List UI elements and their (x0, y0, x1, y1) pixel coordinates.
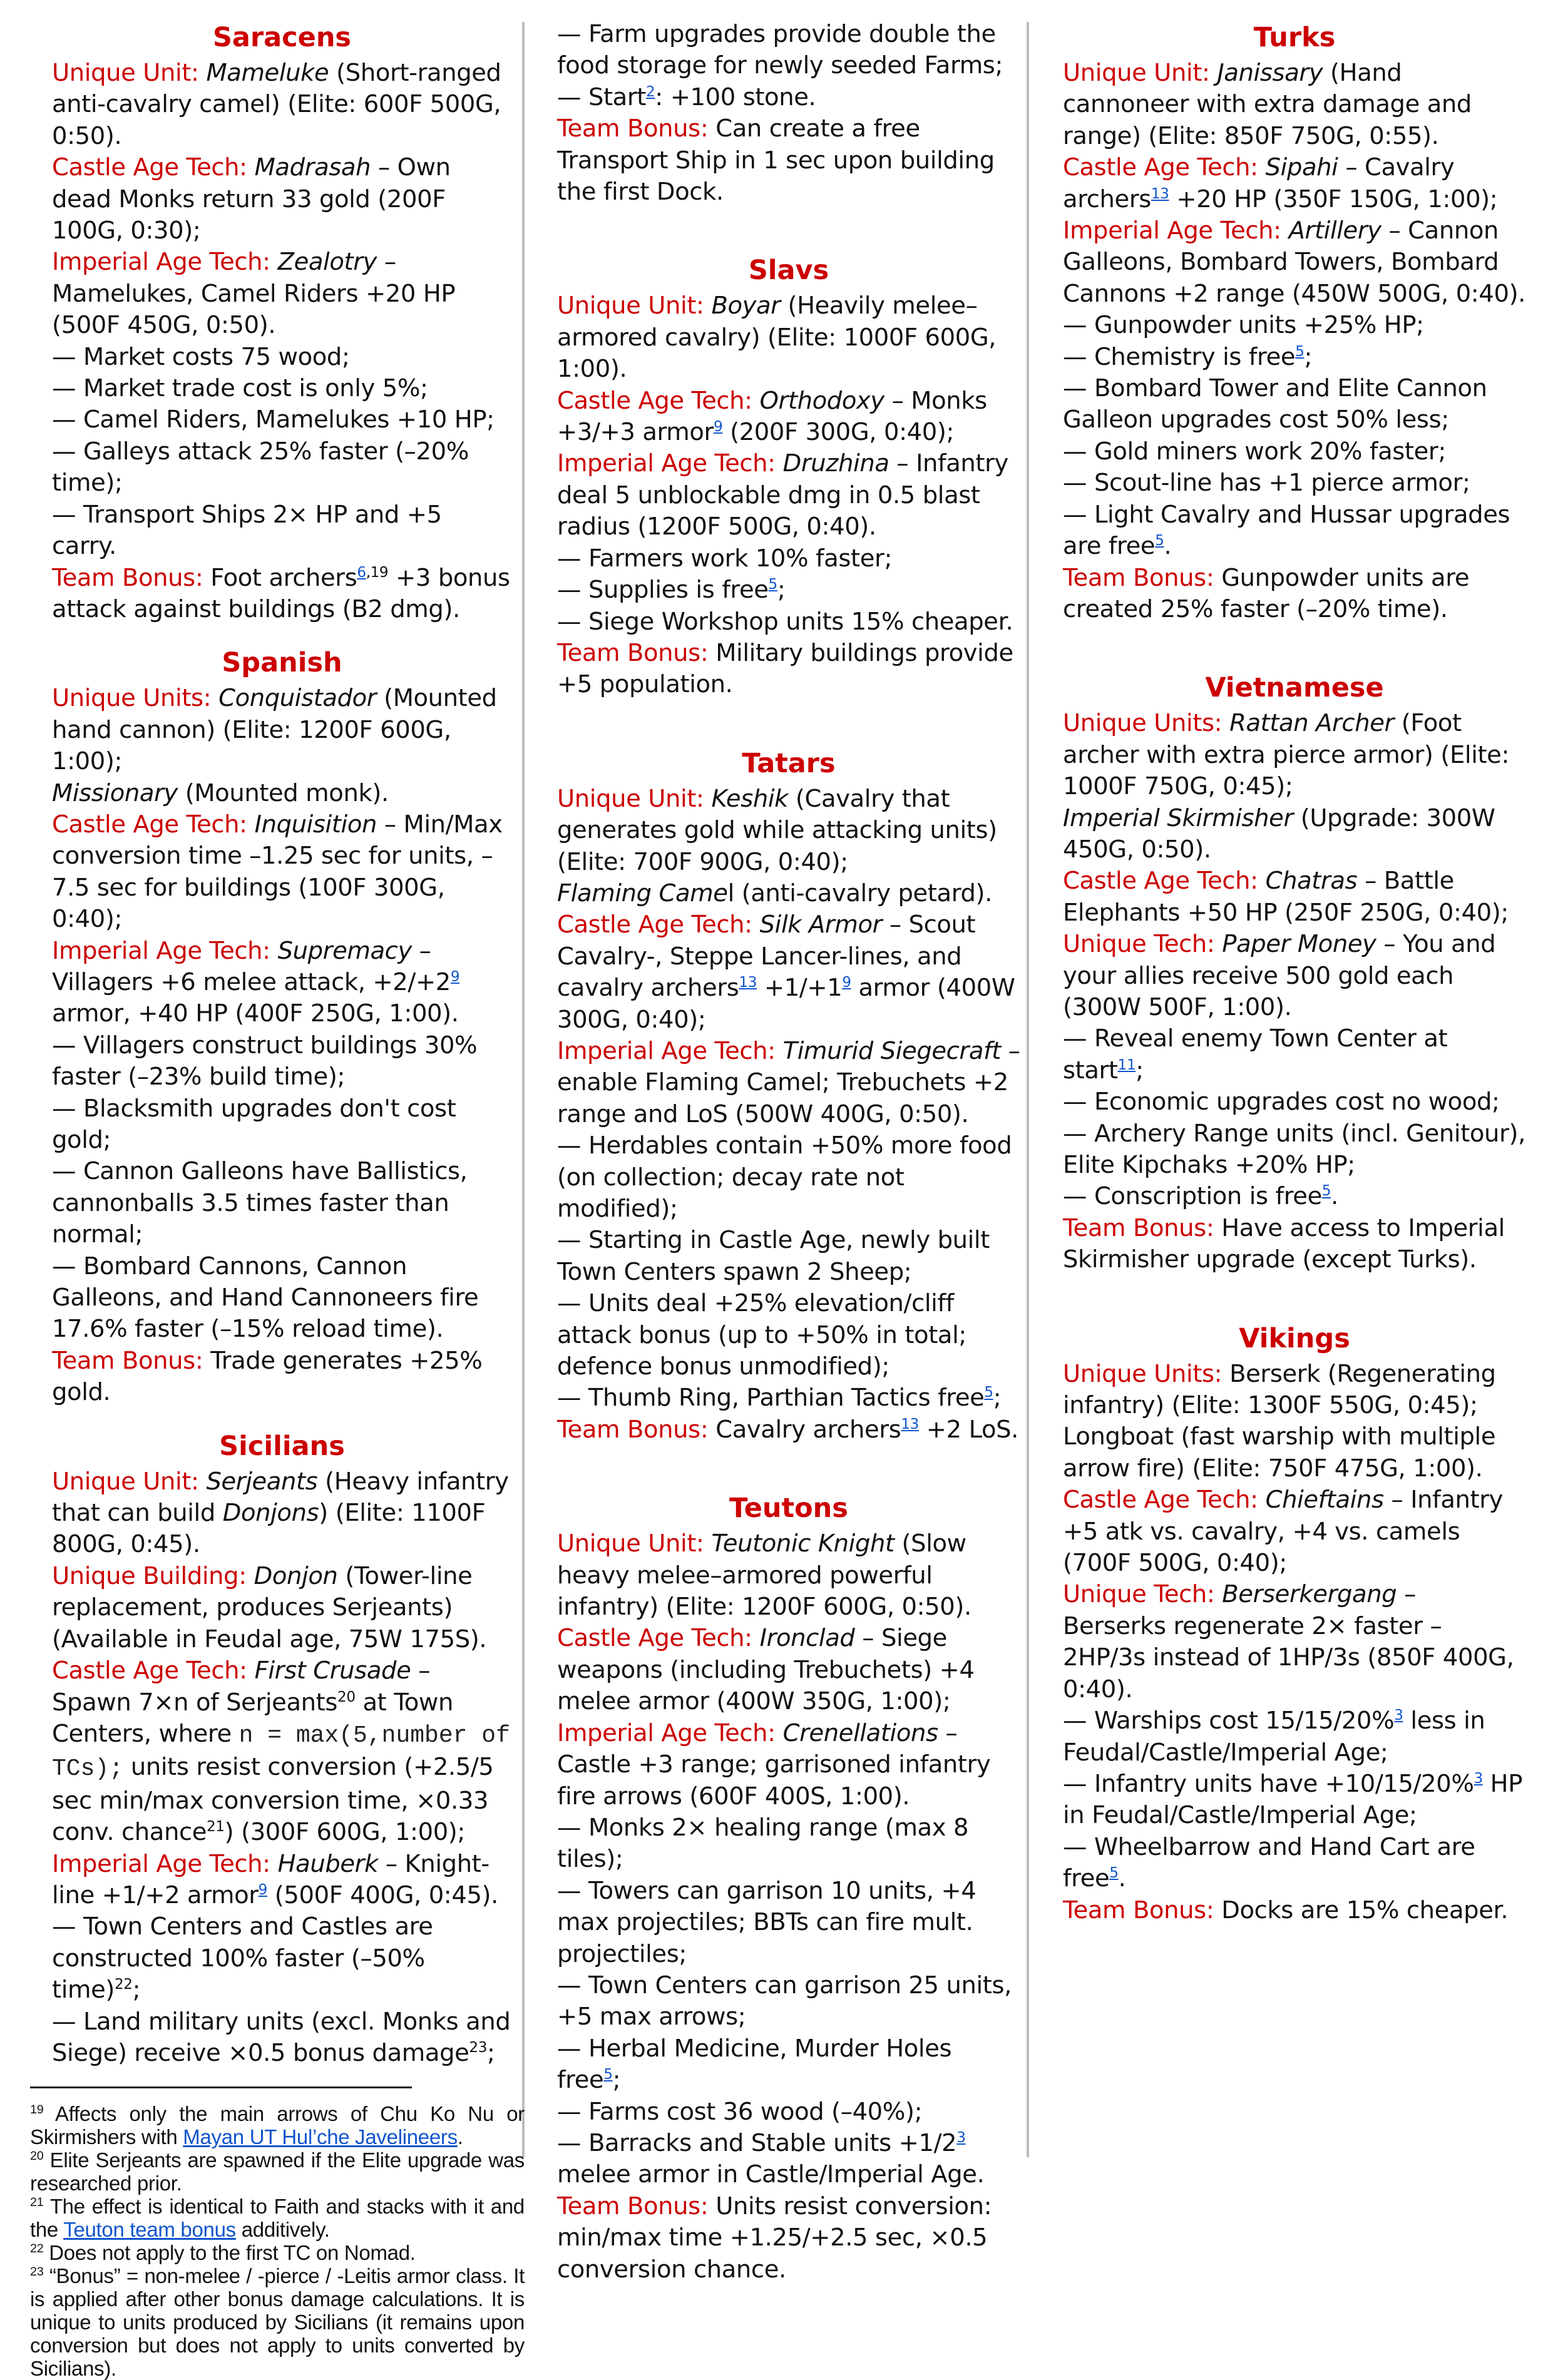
unit-name: Imperial Skirmisher (1063, 804, 1293, 832)
footnote-link[interactable]: Teuton team bonus (63, 2218, 236, 2242)
desc: — Light Cavalry and Hussar upgrades are free (1063, 500, 1510, 561)
footnote-text: The effect is identical to Faith and stacks with it and the (30, 2195, 525, 2242)
desc: – Cannon Galleons, Bombard Towers, Bombard Cannons +2 range (450W 500G, 0:40). (1063, 217, 1526, 308)
desc: +1/+1 (757, 974, 843, 1003)
desc: Have access to Imperial Skirmisher upgrade (except Turks). (1063, 1213, 1505, 1274)
desc: — Wheelbarrow and Hand Cart are free (1063, 1832, 1475, 1893)
desc: – You and your allies receive 500 gold each (300W 500F, 1:00). (1063, 930, 1496, 1021)
unit-name: Flaming Came (557, 879, 728, 907)
civ-bonus: — Farm upgrades provide double the food storage for newly seeded Farms; (557, 20, 1003, 80)
desc: – Infantry +5 atk vs. cavalry, +4 vs. camels (700F 500G, 0:40); (1063, 1486, 1504, 1578)
civ-bonus: — Herdables contain +50% more food (on collection; decay rate not modified); (557, 1131, 1012, 1223)
footnote-separator (30, 2086, 412, 2088)
civ-vietnamese (1063, 669, 1526, 1275)
footnote-ref[interactable]: 5 (603, 2066, 613, 2083)
label: Team Bonus: (1063, 1213, 1214, 1242)
label: Team Bonus: (557, 115, 709, 143)
desc: – Monks +3/+3 armor (557, 386, 987, 447)
formula: n = max(5,number of TCs); (52, 1722, 510, 1783)
castle-age-tech (557, 386, 1020, 449)
desc: Trade generates +25% gold. (52, 1346, 483, 1407)
unique-unit (1063, 58, 1526, 152)
footnote-number: 23 (30, 2265, 44, 2279)
desc: (Cavalry that generates gold while attacking units) (Elite: 700F 900G, 0:40); (557, 784, 997, 876)
desc: – Villagers +6 melee attack, +2/+2 (52, 936, 451, 996)
label: Imperial Age Tech: (557, 1719, 776, 1747)
desc: (Heavily melee–armored cavalry) (Elite: 1000F 600G, 1:00). (557, 292, 997, 384)
civ-bonus: — Farms cost 36 wood (–40%); (557, 2097, 923, 2126)
label: Team Bonus: (557, 2192, 709, 2220)
unique-unit (557, 1528, 1020, 1623)
label: Unique Unit: (1063, 59, 1210, 87)
desc: (Mounted hand cannon) (Elite: 1200F 600G, 1:00); (52, 684, 497, 776)
footnote (30, 2241, 525, 2264)
unit-name: Conquistador (218, 684, 377, 713)
tech-name: Silk Armor (759, 911, 883, 939)
unit-name: Keshik (711, 784, 789, 813)
desc: – Castle +3 range; garrisoned infantry fire arrows (600F 400S, 1:00). (557, 1719, 991, 1811)
desc: Can create a free Transport Ship in 1 sec upon building the first Dock. (557, 115, 995, 207)
unit-name: Missionary (52, 779, 178, 807)
footnote-number: 20 (30, 2149, 44, 2163)
desc: – Cavalry archers (1063, 153, 1455, 213)
desc: (500F 400G, 0:45). (267, 1881, 499, 1909)
desc: Units resist conversion: min/max time +1.25/+2.5 sec, ×0.5 conversion chance. (557, 2192, 992, 2284)
label: Castle Age Tech: (1063, 867, 1258, 896)
footnote-ref: 20 (337, 1688, 356, 1705)
civ-bonus: — Farmers work 10% faster; (557, 544, 893, 573)
footnote-ref[interactable]: 6 (357, 564, 366, 581)
tech-name: Paper Money (1222, 930, 1376, 959)
label: Castle Age Tech: (1063, 1486, 1258, 1514)
civ-bonus: — Transport Ships 2× HP and +5 carry. (52, 500, 442, 561)
team-bonus (52, 563, 512, 626)
civ-tatars (557, 745, 1020, 1446)
desc: – Mamelukes, Camel Riders +20 HP (500F 450G, 0:50). (52, 248, 456, 340)
label: Castle Age Tech: (1063, 153, 1258, 182)
civ-bonus: — Gold miners work 20% faster; (1063, 437, 1446, 466)
tech-name: Crenellations (782, 1719, 938, 1747)
footnote-ref[interactable]: 5 (1109, 1865, 1119, 1882)
label: Imperial Age Tech: (52, 248, 270, 277)
civ-bonus: — Starting in Castle Age, newly built Town Centers spawn 2 Sheep; (557, 1226, 990, 1286)
civ-bonus: — Scout-line has +1 pierce armor; (1063, 469, 1470, 498)
footnote-ref[interactable]: 5 (984, 1384, 993, 1401)
footnote-text: . (457, 2125, 463, 2149)
desc: ; (777, 576, 786, 605)
tech-name: Inquisition (254, 810, 377, 839)
label: Unique Units: (1063, 1359, 1222, 1388)
tech-name: Madrasah (254, 153, 371, 182)
footnotes (30, 2102, 525, 2380)
label: Unique Unit: (557, 1530, 704, 1558)
footnote-ref: 23 (469, 2040, 487, 2056)
civ-continued (557, 19, 1020, 208)
unit-name: Rattan Archer (1229, 709, 1394, 738)
civ-spanish (52, 644, 512, 1408)
footnote-ref: 22 (115, 1976, 133, 1993)
footnote-text: Affects only the main arrows of Chu Ko Nu or Skirmishers with (30, 2102, 525, 2149)
imperial-age-tech (52, 936, 512, 1030)
civ-bonus: — Camel Riders, Mamelukes +10 HP; (52, 406, 495, 434)
desc: armor, +40 HP (400F 250G, 1:00). (52, 999, 459, 1028)
civ-turks (1063, 19, 1526, 625)
civ-title: Tatars (742, 747, 836, 779)
unique-unit (52, 1466, 512, 1561)
label: Unique Unit: (557, 292, 704, 320)
building-name: Donjons (222, 1499, 319, 1528)
label: Imperial Age Tech: (557, 1036, 776, 1065)
desc: — Warships cost 15/15/20% (1063, 1707, 1395, 1735)
unit-name: Mameluke (206, 59, 329, 87)
civ-title: Sicilians (219, 1430, 345, 1462)
footnote-ref[interactable]: 2 (646, 83, 655, 100)
team-bonus (557, 2191, 1020, 2286)
footnote-ref[interactable]: 9 (450, 969, 460, 986)
tech-name: Timurid Siegecraft (782, 1036, 1001, 1065)
imperial-age-tech (557, 1036, 1020, 1130)
civ-bonus: — Units deal +25% elevation/cliff attack bonus (up to +50% in total; defence bonus unmodified); (557, 1289, 966, 1381)
civ-sicilians (52, 1427, 512, 2070)
footnote (30, 2264, 525, 2380)
desc: +20 HP (350F 150G, 1:00); (1169, 185, 1498, 213)
label: Team Bonus: (1063, 1896, 1214, 1924)
desc: ; (132, 1976, 141, 2005)
team-bonus (557, 113, 1020, 208)
column-3 (1063, 19, 1526, 1926)
imperial-age-tech (1063, 215, 1526, 310)
desc: ; (1304, 342, 1313, 371)
footnote-ref[interactable]: 13 (901, 1416, 919, 1433)
unique-units (1063, 708, 1526, 866)
unique-tech (1063, 929, 1526, 1023)
unit-name: Janissary (1217, 59, 1323, 87)
desc: Gunpowder units are created 25% faster (–20% time). (1063, 563, 1470, 623)
footnote-ref[interactable]: 13 (739, 974, 757, 991)
civ-bonus (557, 575, 1020, 606)
footnote-number: 22 (30, 2242, 44, 2256)
desc: less in Feudal/Castle/Imperial Age; (1063, 1707, 1485, 1767)
footnote-text: Does not apply to the first TC on Nomad. (43, 2241, 416, 2265)
castle-age-tech (52, 152, 512, 247)
civ-bonus (52, 1911, 512, 2006)
castle-age-tech (1063, 152, 1526, 215)
footnote-ref[interactable]: 9 (842, 974, 851, 991)
desc: ; (612, 2066, 621, 2095)
footnote-ref[interactable]: 5 (1321, 1183, 1331, 1200)
desc: Military buildings provide +5 population. (557, 638, 1013, 699)
civ-title: Turks (1253, 22, 1336, 53)
desc: units resist conversion (+2.5/5 sec min/max conversion time, ×0.33 conv. chance (52, 1753, 494, 1847)
label: Imperial Age Tech: (1063, 217, 1281, 245)
civ-bonus (1063, 1832, 1526, 1895)
label: Castle Age Tech: (557, 911, 752, 939)
civ-slavs (557, 252, 1020, 700)
unique-unit (557, 784, 1020, 910)
desc: at Town Centers, where (52, 1688, 454, 1748)
desc: Berserk (Regenerating infantry) (Elite: 1300F 550G, 0:45); Longboat (fast warship with multiple arrow fire) (Elite: 750F 475G, 1:00). (1063, 1359, 1496, 1483)
civ-bonus: — Siege Workshop units 15% cheaper. (557, 607, 1013, 636)
label: Unique Units: (1063, 709, 1222, 738)
label: Unique Units: (52, 684, 212, 713)
civ-bonus (557, 2128, 1020, 2191)
civ-title: Spanish (222, 647, 342, 679)
team-bonus (1063, 1213, 1526, 1276)
imperial-age-tech (52, 1849, 512, 1912)
footnote-ref[interactable]: 11 (1117, 1056, 1136, 1073)
desc: . (1118, 1864, 1126, 1893)
unique-unit (557, 290, 1020, 385)
civ-bonus (557, 2033, 1020, 2097)
desc: : +100 stone. (655, 83, 816, 111)
footnote-ref: 21 (207, 1819, 225, 1836)
desc: (Heavy infantry that can build (52, 1467, 509, 1528)
castle-age-tech (52, 809, 512, 936)
civ-bonus: — Bombard Cannons, Cannon Galleons, and Hand Cannoneers fire 17.6% faster (–15% reload time). (52, 1252, 479, 1344)
team-bonus (1063, 1895, 1526, 1926)
desc: (Mounted monk). (177, 779, 389, 807)
unit-name: Boyar (711, 292, 781, 320)
footnote-ref[interactable]: 5 (768, 576, 777, 593)
footnote-ref[interactable]: 5 (1295, 343, 1304, 360)
footnote-ref[interactable]: 3 (1394, 1707, 1403, 1724)
desc: — Start (557, 83, 646, 111)
team-bonus (557, 1414, 1020, 1446)
civ-bonus (557, 82, 1020, 113)
castle-age-tech (1063, 1484, 1526, 1579)
desc: HP in Feudal/Castle/Imperial Age; (1063, 1769, 1523, 1830)
desc: Foot archers (203, 563, 357, 592)
tech-name: Orthodoxy (759, 386, 884, 415)
column-divider (522, 22, 525, 2157)
castle-age-tech (557, 909, 1020, 1036)
column-divider (1027, 22, 1029, 2157)
civ-bonus (1063, 342, 1526, 373)
tech-name: Supremacy (277, 936, 412, 965)
desc: – Own dead Monks return 33 gold (200F 100G, 0:30); (52, 153, 451, 245)
desc: – Siege weapons (including Trebuchets) +4 melee armor (400W 350G, 1:00); (557, 1624, 975, 1716)
footnote-text: “Bonus” = non-melee / -pierce / -Leitis armor class. It is applied after other bonus damage calculations. It is unique to units produced by Sicilians (it remains upon conversion but does not apply to units converted by Sicilians). (30, 2264, 525, 2380)
civ-teutons (557, 1489, 1020, 2286)
label: Unique Unit: (52, 59, 199, 87)
desc: — Infantry units have +10/15/20% (1063, 1769, 1474, 1798)
civ-bonus: — Cannon Galleons have Ballistics, cannonballs 3.5 times faster than normal; (52, 1157, 468, 1249)
civ-title: Vikings (1239, 1322, 1350, 1354)
label: Team Bonus: (52, 563, 203, 592)
unique-units (52, 683, 512, 809)
unique-building (52, 1561, 512, 1655)
desc: — Herbal Medicine, Murder Holes free (557, 2034, 952, 2095)
footnote-text: additively. (235, 2218, 330, 2242)
team-bonus (1063, 563, 1526, 626)
civ-bonus: — Monks 2× healing range (max 8 tiles); (557, 1813, 969, 1874)
column-2 (557, 19, 1020, 2286)
label: Castle Age Tech: (52, 1657, 247, 1685)
civ-bonus (1063, 1023, 1526, 1086)
desc: . (1331, 1182, 1338, 1211)
desc: (200F 300G, 0:40); (722, 418, 955, 447)
desc: – Knight-line +1/+2 armor (52, 1849, 489, 1909)
building-name: Donjon (254, 1561, 338, 1590)
desc: +2 LoS. (918, 1415, 1019, 1444)
civ-bonus: — Villagers construct buildings 30% faster (–23% build time); (52, 1031, 478, 1091)
civ-title: Saracens (212, 22, 352, 53)
civ-bonus (52, 2006, 512, 2070)
label: Imperial Age Tech: (52, 936, 270, 965)
imperial-age-tech (52, 247, 512, 341)
footnote-ref[interactable]: 9 (713, 419, 723, 436)
desc: — Land military units (excl. Monks and Siege) receive ×0.5 bonus damage (52, 2007, 511, 2067)
footnote-number: 19 (30, 2103, 44, 2117)
desc: (Foot archer with extra pierce armor) (Elite: 1000F 750G, 0:45); (1063, 709, 1510, 801)
desc: armor (400W 300G, 0:40); (557, 974, 1015, 1034)
tech-name: Hauberk (277, 1849, 378, 1878)
label: Castle Age Tech: (52, 153, 247, 182)
label: Castle Age Tech: (557, 386, 752, 415)
footnote-ref[interactable]: 3 (1474, 1770, 1483, 1787)
desc: ; (487, 2038, 495, 2067)
label: Imperial Age Tech: (557, 449, 776, 478)
civ-title: Teutons (729, 1493, 848, 1525)
footnote-ref[interactable]: 3 (956, 2130, 966, 2147)
desc: – Spawn 7×n of Serjeants (52, 1657, 431, 1717)
label: Castle Age Tech: (52, 810, 247, 839)
unique-units (1063, 1359, 1526, 1485)
desc: (Short-ranged anti-cavalry camel) (Elite: 600F 500G, 0:50). (52, 59, 501, 150)
desc: melee armor in Castle/Imperial Age. (557, 2160, 985, 2189)
unit-name: Serjeants (206, 1467, 318, 1496)
team-bonus (52, 1346, 512, 1409)
desc: — Barracks and Stable units +1/2 (557, 2128, 957, 2157)
unique-unit (52, 58, 512, 152)
tech-name: Artillery (1288, 217, 1381, 245)
civ-title: Slavs (748, 255, 829, 287)
civ-bonus (1063, 1705, 1526, 1769)
desc: (Upgrade: 300W 450G, 0:50). (1063, 804, 1495, 864)
desc: – enable Flaming Camel; Trebuchets +2 range and LoS (500W 400G, 0:50). (557, 1036, 1020, 1128)
footnote-ref[interactable]: 9 (258, 1882, 267, 1899)
civ-bonus: — Bombard Tower and Elite Cannon Galleon upgrades cost 50% less; (1063, 374, 1487, 434)
label: Team Bonus: (1063, 563, 1214, 592)
label: Unique Building: (52, 1561, 247, 1590)
tech-name: Ironclad (759, 1624, 855, 1653)
label: Unique Unit: (557, 784, 704, 813)
desc: (Tower-line replacement, produces Serjeants) (Available in Feudal age, 75W 175S). (52, 1561, 487, 1653)
column-1 (30, 19, 525, 2380)
civ-bonus (1063, 1769, 1526, 1832)
civ-bonus: — Economic upgrades cost no wood; (1063, 1088, 1500, 1116)
footnote-ref[interactable]: 5 (1155, 533, 1164, 549)
label: Team Bonus: (52, 1346, 203, 1375)
civ-bonus (1063, 1181, 1526, 1212)
desc: +3 bonus attack against buildings (B2 dmg). (52, 563, 510, 623)
footnote (30, 2102, 525, 2148)
footnote-ref[interactable]: 13 (1151, 185, 1169, 202)
desc: ; (993, 1384, 1002, 1412)
tech-name: Chieftains (1265, 1486, 1384, 1514)
footnote-link[interactable]: Mayan UT Hul’che Javelineers (183, 2125, 458, 2149)
civ-saracens (52, 19, 512, 625)
footnote-ref: ,19 (366, 564, 389, 581)
civ-title: Vietnamese (1205, 672, 1384, 704)
castle-age-tech (1063, 866, 1526, 929)
desc: ; (1135, 1056, 1144, 1085)
desc: (Slow heavy melee–armored powerful infantry) (Elite: 1200F 600G, 0:50). (557, 1530, 971, 1622)
label: Team Bonus: (557, 1415, 709, 1444)
civ-bonus: — Blacksmith upgrades don't cost gold; (52, 1094, 456, 1154)
castle-age-tech (557, 1623, 1020, 1717)
civ-bonus: — Gunpowder units +25% HP; (1063, 311, 1424, 340)
footnote-text: Elite Serjeants are spawned if the Elite upgrade was researched prior. (30, 2148, 525, 2195)
civ-bonus (557, 1382, 1020, 1414)
label: Unique Unit: (52, 1467, 199, 1496)
team-bonus (557, 638, 1020, 701)
desc: l (anti-cavalry petard). (727, 879, 992, 907)
tech-name: Sipahi (1265, 153, 1338, 182)
desc: ) (300F 600G, 1:00); (224, 1818, 465, 1847)
unique-tech (1063, 1579, 1526, 1705)
tech-name: Berserkergang (1222, 1580, 1397, 1609)
civ-bonus: — Towers can garrison 10 units, +4 max projectiles; BBTs can fire mult. projectiles; (557, 1876, 976, 1968)
desc: – Scout Cavalry-, Steppe Lancer-lines, and cavalry archers (557, 911, 976, 1003)
imperial-age-tech (557, 1718, 1020, 1812)
desc: — Reveal enemy Town Center at start (1063, 1024, 1448, 1085)
desc: Cavalry archers (708, 1415, 901, 1444)
desc: — Supplies is free (557, 576, 769, 605)
desc: – Berserks regenerate 2× faster – 2HP/3s instead of 1HP/3s (850F 400G, 0:40). (1063, 1580, 1514, 1703)
civ-bonus: — Town Centers can garrison 25 units, +5 max arrows; (557, 1971, 1012, 2031)
civ-bonus: — Market costs 75 wood; (52, 342, 350, 371)
civ-bonus (1063, 499, 1526, 563)
desc: Docks are 15% cheaper. (1214, 1896, 1509, 1924)
label: Imperial Age Tech: (52, 1849, 270, 1878)
tech-name: Chatras (1265, 867, 1358, 896)
desc: – Battle Elephants +50 HP (250F 250G, 0:40); (1063, 867, 1509, 927)
desc: — Chemistry is free (1063, 342, 1296, 371)
castle-age-tech (52, 1655, 512, 1848)
desc: — Town Centers and Castles are constructed 100% faster (–50% time) (52, 1913, 433, 2005)
desc: – Infantry deal 5 unblockable dmg in 0.5 blast radius (1200F 500G, 0:40). (557, 449, 1008, 541)
civ-bonus: — Market trade cost is only 5%; (52, 374, 428, 403)
label: Unique Tech: (1063, 930, 1215, 959)
footnote (30, 2195, 525, 2241)
desc: — Conscription is free (1063, 1182, 1322, 1211)
label: Castle Age Tech: (557, 1624, 752, 1653)
desc: – Min/Max conversion time –1.25 sec for units, –7.5 sec for buildings (100F 300G, 0:40); (52, 810, 503, 934)
desc: — Thumb Ring, Parthian Tactics free (557, 1384, 985, 1412)
imperial-age-tech (557, 448, 1020, 543)
civ-bonus: — Galleys attack 25% faster (–20% time); (52, 437, 469, 498)
label: Unique Tech: (1063, 1580, 1215, 1609)
footnote-number: 21 (30, 2195, 44, 2210)
desc: (Hand cannoneer with extra damage and range) (Elite: 850F 750G, 0:55). (1063, 59, 1472, 150)
desc: ) (Elite: 1100F 800G, 0:45). (52, 1499, 486, 1559)
desc: . (1164, 532, 1172, 561)
label: Team Bonus: (557, 638, 709, 667)
unit-name: Teutonic Knight (711, 1530, 894, 1558)
tech-name: First Crusade (254, 1657, 411, 1685)
civ-bonus: — Archery Range units (incl. Genitour), Elite Kipchaks +20% HP; (1063, 1119, 1525, 1179)
tech-name: Zealotry (277, 248, 377, 277)
footnote (30, 2148, 525, 2195)
tech-name: Druzhina (782, 449, 889, 478)
civ-vikings (1063, 1320, 1526, 1926)
